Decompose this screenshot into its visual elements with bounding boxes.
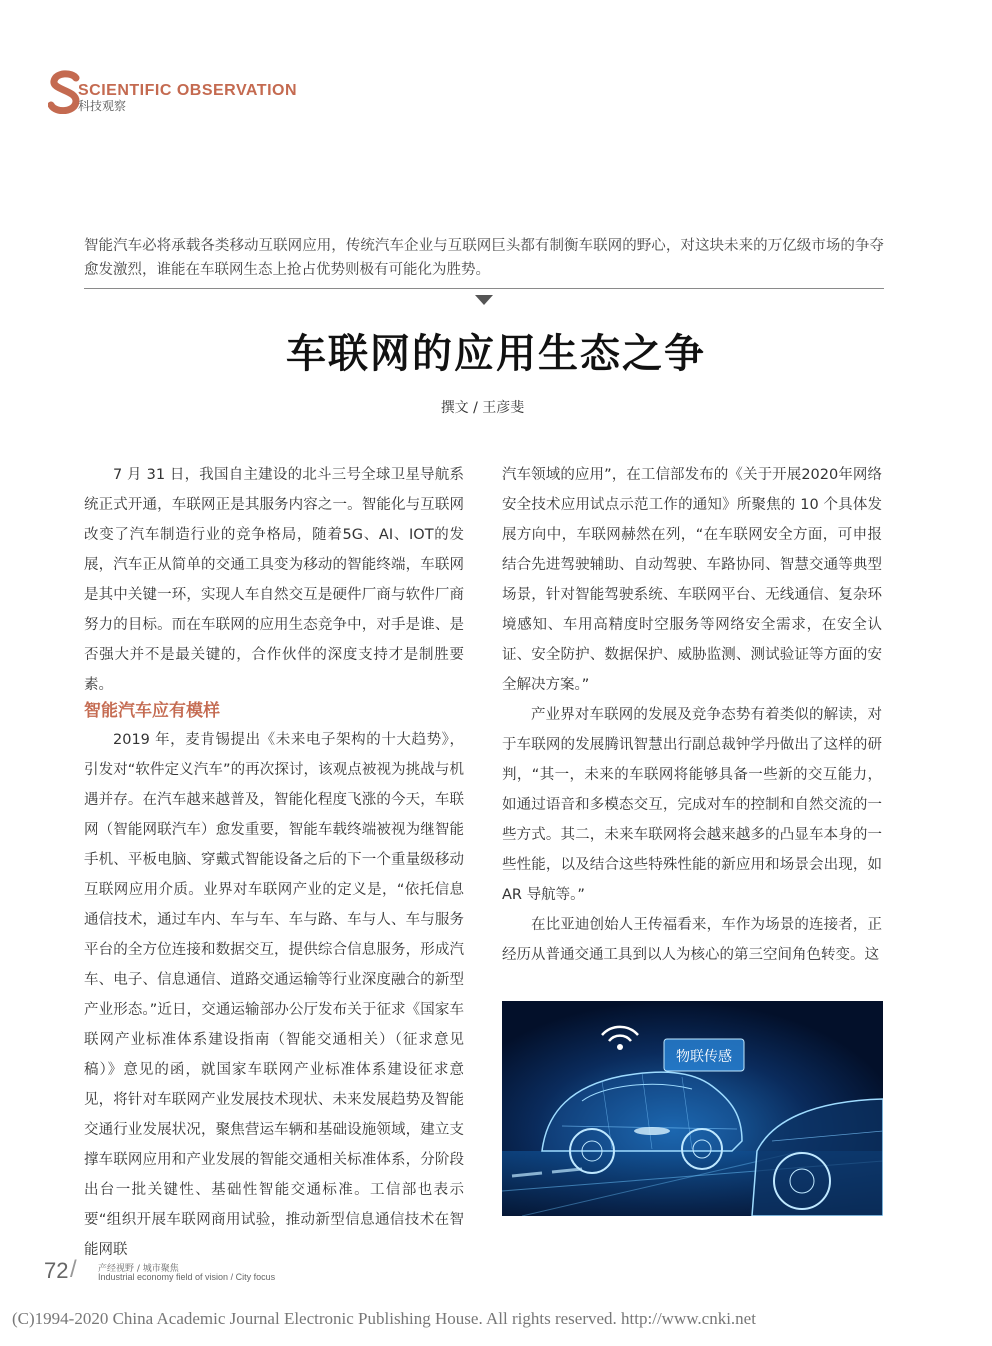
article-title: 车联网的应用生态之争	[286, 330, 706, 377]
brand-subtitle: 科技观察	[78, 99, 127, 113]
paragraph: 2019 年，麦肯锡提出《未来电子架构的十大趋势》，引发对“软件定义汽车”的再次探讨，该观点被视为挑战与机遇并存。在汽车越来越普及，智能化程度飞涨的今天，车联网（智能网联汽车）愈发重要，智能车载终端被视为继智能手机、平板电脑、穿戴式智能设备之后的下一个重量级移动互联网应用介质。业界对车联网产业的定义是，“依托信息通信技术，通过车内、车与车、车与路、车与人、车与服务平台的全方位连接和数据交互，提供综合信息服务，形成汽车、电子、信息通信、道路交通运输等行业深度融合的新型产业形态。”近日，交通运输部办公厅发布关于征求《国家车联网产业标准体系建设指南（智能交通相关）（征求意见稿）》意见的函，就国家车联网产业标准体系建设征求意见，将针对车联网产业发展技术现状、未来发展趋势及智能交通行业发展状况，聚焦营运车辆和基础设施领域，建立支撑车联网应用和产业发展的智能交通相关标准体系，分阶段出台一批关键性、基础性智能交通标准。工信部也表示要“组织开展车联网商用试验，推动新型信息通信技术在智能网联	[84, 732, 464, 1258]
brand-title: SCIENTIFIC OBSERVATION	[78, 82, 298, 99]
left-column-section	[84, 725, 464, 1265]
paragraph: 在比亚迪创始人王传福看来，车作为场景的连接者，正经历从普通交通工具到以人为核心的第三空间角色转变。这	[502, 917, 882, 963]
copyright-notice: (C)1994-2020 China Academic Journal Electronic Publishing House. All rights reserved. http://www.cnki.net	[12, 1309, 756, 1328]
section-label-en: Industrial economy field of vision / City focus	[98, 1272, 276, 1282]
article-lead: 智能汽车必将承载各类移动互联网应用，传统汽车企业与互联网巨头都有制衡车联网的野心，对这块未来的万亿级市场的争夺愈发激烈，谁能在车联网生态上抢占优势则极有可能化为胜势。	[84, 238, 884, 278]
paragraph: 产业界对车联网的发展及竞争态势有着类似的解读，对于车联网的发展腾讯智慧出行副总裁钟学丹做出了这样的研判，“其一，未来的车联网将能够具备一些新的交互能力，如通过语音和多模态交互，完成对车的控制和自然交流的一些方式。其二，未来车联网将会越来越多的凸显车本身的一些性能，以及结合这些特殊性能的新应用和场景会出现，如 AR 导航等。”	[502, 707, 882, 903]
page-slash: /	[70, 1256, 77, 1283]
paragraph: 7 月 31 日，我国自主建设的北斗三号全球卫星导航系统正式开通，车联网正是其服务内容之一。智能化与互联网改变了汽车制造行业的竞争格局，随着5G、AI、IOT的发展，汽车正从简单的交通工具变为移动的智能终端，车联网是其中关键一环，实现人车自然交互是硬件厂商与软件厂商努力的目标。而在车联网的应用生态竞争中，对手是谁、是否强大并不是最关键的，合作伙伴的深度支持才是制胜要素。	[84, 467, 464, 693]
car-illustration	[502, 1001, 883, 1216]
left-column-intro	[84, 460, 464, 700]
paragraph: 汽车领域的应用”，在工信部发布的《关于开展2020年网络安全技术应用试点示范工作的通知》所聚焦的 10 个具体发展方向中，车联网赫然在列，“在车联网安全方面，可申报结合先进驾驶辅助、自动驾驶、车路协同、智慧交通等典型场景，针对智能驾驶系统、车联网平台、无线通信、复杂环境感知、车用高精度时空服务等网络安全需求，在安全认证、安全防护、数据保护、威胁监测、测试验证等方面的安全解决方案。”	[502, 467, 882, 693]
lead-divider	[84, 288, 884, 289]
right-column	[502, 460, 882, 970]
connected-car-image	[502, 1001, 883, 1216]
article-byline: 撰文 / 王彦斐	[440, 400, 525, 416]
triangle-down-icon	[475, 295, 493, 305]
section-heading: 智能汽车应有模样	[84, 701, 220, 721]
section-label-cn: 产经视野 / 城市聚焦	[98, 1264, 179, 1274]
image-sign-text: 物联传感	[676, 1049, 732, 1065]
brand-s-logo	[48, 70, 82, 114]
page-number: 72	[44, 1258, 69, 1283]
